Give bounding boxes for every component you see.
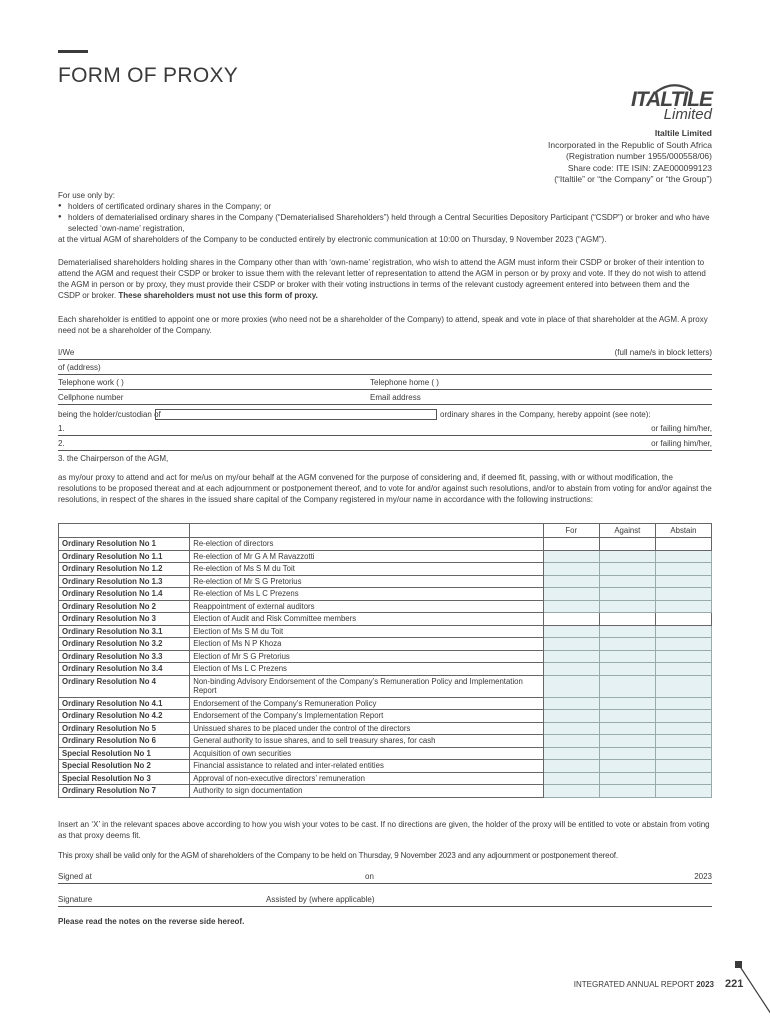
table-row: [59, 710, 712, 723]
logo-subtext: Limited: [663, 106, 712, 123]
resolution-number: Ordinary Resolution No 6: [59, 735, 190, 748]
resolution-description: Re-election of Ms L C Prezens: [190, 588, 544, 601]
for-vote-cell[interactable]: [543, 575, 599, 588]
corner-marker-icon: [735, 958, 770, 1024]
failing-text: or failing him/her,: [651, 424, 712, 433]
table-row: [59, 625, 712, 638]
resolution-description: Non-binding Advisory Endorsement of the Company’s Remuneration Policy and Implementation Report: [190, 675, 544, 697]
resolution-number: Ordinary Resolution No 4.1: [59, 697, 190, 710]
abstain-vote-cell[interactable]: [655, 563, 711, 576]
for-vote-cell[interactable]: [543, 710, 599, 723]
page-title: FORM OF PROXY: [58, 64, 239, 87]
holder-list: [58, 201, 712, 234]
table-row: [59, 747, 712, 760]
against-header: Against: [599, 524, 655, 538]
against-vote-cell[interactable]: [599, 625, 655, 638]
resolution-description: Election of Mr S G Pretorius: [190, 650, 544, 663]
against-vote-cell[interactable]: [599, 650, 655, 663]
resolution-number: Ordinary Resolution No 1: [59, 538, 190, 551]
for-vote-cell[interactable]: [543, 747, 599, 760]
table-row: [59, 538, 712, 551]
year-label: 2023: [694, 872, 712, 881]
iwe-label: I/We: [58, 348, 75, 357]
proxy-1-row: [58, 424, 712, 436]
resolution-number: Ordinary Resolution No 1.1: [59, 550, 190, 563]
abstain-vote-cell[interactable]: [655, 625, 711, 638]
abstain-vote-cell[interactable]: [655, 675, 711, 697]
for-vote-cell[interactable]: [543, 675, 599, 697]
for-vote-cell[interactable]: [543, 760, 599, 773]
resolution-description: Authority to sign documentation: [190, 785, 544, 798]
assisted-label: Assisted by (where applicable): [266, 895, 375, 904]
logo-text: ITALTILE: [630, 88, 712, 111]
for-vote-cell: [543, 538, 599, 551]
company-line: Share code: ITE ISIN: ZAE000099123: [567, 162, 712, 173]
failing-text: or failing him/her,: [651, 439, 712, 448]
against-vote-cell: [599, 538, 655, 551]
telephone-row: [58, 378, 712, 390]
address-row: [58, 363, 712, 375]
against-vote-cell: [599, 613, 655, 626]
against-vote-cell[interactable]: [599, 575, 655, 588]
proxy-3-label: 3. the Chairperson of the AGM,: [58, 454, 169, 463]
resolution-description: Unissued shares to be placed under the control of the directors: [190, 722, 544, 735]
abstain-vote-cell[interactable]: [655, 735, 711, 748]
table-row: [59, 600, 712, 613]
abstain-vote-cell[interactable]: [655, 760, 711, 773]
for-vote-cell[interactable]: [543, 650, 599, 663]
full-name-hint: (full name/s in block letters): [614, 348, 712, 357]
list-item: ● holders of certificated ordinary shares in the Company; or: [58, 201, 712, 212]
resolution-description: Financial assistance to related and inter-related entities: [190, 760, 544, 773]
resolution-description: General authority to issue shares, and to sell treasury shares, for cash: [190, 735, 544, 748]
table-row: [59, 563, 712, 576]
demat-text: Dematerialised shareholders holding shares in the Company other than with ‘own-name’ registration, who wish to attend the AGM must inform their CSDP or broker of their intention to attend the AGM and request their CSDP or broker to issue them with the relevant letter of representation to attend the AGM in person or by proxy and vote. If they do not wish to attend the AGM in person or by proxy, they must provide their CSDP or broker with their voting instructions in terms of the relevant custody agreement entered into between them and the CSDP or broker.: [58, 258, 706, 300]
signed-row: [58, 872, 712, 884]
against-vote-cell[interactable]: [599, 550, 655, 563]
demat-paragraph: [58, 257, 712, 301]
signed-at-label: Signed at: [58, 872, 92, 881]
address-label: of (address): [58, 363, 101, 372]
signature-row: [58, 895, 712, 907]
on-label: on: [365, 872, 374, 881]
table-header-cell: [190, 524, 544, 538]
abstain-vote-cell: [655, 613, 711, 626]
abstain-vote-cell[interactable]: [655, 650, 711, 663]
resolution-number: Ordinary Resolution No 4.2: [59, 710, 190, 723]
for-vote-cell[interactable]: [543, 735, 599, 748]
for-vote-cell[interactable]: [543, 663, 599, 676]
footer-year: 2023: [696, 980, 714, 989]
list-item: ● holders of dematerialised ordinary shares in the Company (“Dematerialised Shareholders”) held through a Central Securities Depository Participant (“CSDP”) or broker and who have selected ‘own-name’ registration,: [58, 212, 712, 234]
for-header: For: [543, 524, 599, 538]
abstain-vote-cell: [655, 538, 711, 551]
resolution-description: Re-election of Mr G A M Ravazzotti: [190, 550, 544, 563]
table-row: [59, 575, 712, 588]
resolution-number: Ordinary Resolution No 2: [59, 600, 190, 613]
resolution-description: Re-election of Ms S M du Toit: [190, 563, 544, 576]
for-vote-cell[interactable]: [543, 625, 599, 638]
shares-input-box[interactable]: [155, 409, 437, 420]
cellphone-label: Cellphone number: [58, 393, 124, 402]
title-dash: [58, 50, 88, 53]
against-vote-cell[interactable]: [599, 760, 655, 773]
company-name: Italtile Limited: [654, 128, 712, 138]
abstain-vote-cell[interactable]: [655, 697, 711, 710]
against-vote-cell[interactable]: [599, 588, 655, 601]
resolution-number: Ordinary Resolution No 1.2: [59, 563, 190, 576]
tel-work-label: Telephone work ( ): [58, 378, 124, 387]
resolution-number: Ordinary Resolution No 5: [59, 722, 190, 735]
for-use-text: For use only by:: [58, 191, 115, 200]
proxy-2-row: [58, 439, 712, 451]
proxy-2-label: 2.: [58, 439, 65, 448]
table-row: [59, 697, 712, 710]
company-line: Incorporated in the Republic of South Africa: [548, 139, 712, 150]
table-row: [59, 588, 712, 601]
agm-text: at the virtual AGM of shareholders of the Company to be conducted entirely by electronic communication at 10:00 on Thursday, 9 November 2023 (“AGM”).: [58, 235, 607, 244]
company-line: (“Italtile” or “the Company” or “the Group”): [554, 174, 712, 184]
contact-row: [58, 393, 712, 405]
footer-report: INTEGRATED ANNUAL REPORT: [573, 980, 694, 989]
insert-x-paragraph: Insert an ‘X’ in the relevant spaces above according to how you wish your votes to be cast. If no directions are given, the holder of the proxy will be entitled to vote or abstain from voting as that proxy deems fit.: [58, 820, 710, 840]
page-number: 221: [725, 978, 744, 990]
abstain-vote-cell[interactable]: [655, 747, 711, 760]
resolutions-table: [58, 523, 712, 798]
abstain-vote-cell[interactable]: [655, 772, 711, 785]
holder-row: [58, 410, 712, 422]
abstain-vote-cell[interactable]: [655, 600, 711, 613]
table-header-row: [59, 524, 712, 538]
resolution-description: Endorsement of the Company’s Remuneration Policy: [190, 697, 544, 710]
entitled-paragraph: Each shareholder is entitled to appoint one or more proxies (who need not be a shareholder of the Company) to attend, speak and vote in place of that shareholder at the AGM. A proxy need not be a shareholder of the Company.: [58, 315, 708, 335]
table-row: [59, 785, 712, 798]
against-vote-cell[interactable]: [599, 675, 655, 697]
abstain-header: Abstain: [655, 524, 711, 538]
against-vote-cell[interactable]: [599, 697, 655, 710]
resolution-number: Ordinary Resolution No 1.4: [59, 588, 190, 601]
resolution-description: Election of Ms S M du Toit: [190, 625, 544, 638]
resolution-number: Ordinary Resolution No 3.3: [59, 650, 190, 663]
table-row: [59, 735, 712, 748]
resolution-description: Endorsement of the Company’s Implementation Report: [190, 710, 544, 723]
name-row: [58, 348, 712, 360]
table-row: [59, 638, 712, 651]
abstain-vote-cell[interactable]: [655, 588, 711, 601]
against-vote-cell[interactable]: [599, 600, 655, 613]
against-vote-cell[interactable]: [599, 722, 655, 735]
resolution-description: Acquisition of own securities: [190, 747, 544, 760]
resolution-description: Approval of non-executive directors’ remuneration: [190, 772, 544, 785]
abstain-vote-cell[interactable]: [655, 638, 711, 651]
table-row: [59, 550, 712, 563]
email-label: Email address: [370, 393, 421, 402]
proxy-1-label: 1.: [58, 424, 65, 433]
against-vote-cell[interactable]: [599, 663, 655, 676]
demat-bold-text: These shareholders must not use this form of proxy.: [118, 291, 318, 300]
abstain-vote-cell[interactable]: [655, 550, 711, 563]
against-vote-cell[interactable]: [599, 710, 655, 723]
resolution-number: Ordinary Resolution No 4: [59, 675, 190, 697]
for-vote-cell[interactable]: [543, 722, 599, 735]
italtile-logo: [616, 88, 712, 123]
validity-paragraph: This proxy shall be valid only for the AGM of shareholders of the Company to be held on Thursday, 9 November 2023 and any adjournment or postponement thereof.: [58, 851, 618, 860]
for-vote-cell[interactable]: [543, 563, 599, 576]
resolution-description: Re-election of Mr S G Pretorius: [190, 575, 544, 588]
against-vote-cell[interactable]: [599, 735, 655, 748]
resolution-description: Election of Ms L C Prezens: [190, 663, 544, 676]
for-vote-cell: [543, 613, 599, 626]
against-vote-cell[interactable]: [599, 563, 655, 576]
for-vote-cell[interactable]: [543, 697, 599, 710]
abstain-vote-cell[interactable]: [655, 575, 711, 588]
for-vote-cell[interactable]: [543, 772, 599, 785]
table-row: [59, 760, 712, 773]
against-vote-cell[interactable]: [599, 638, 655, 651]
table-row: [59, 663, 712, 676]
abstain-vote-cell[interactable]: [655, 663, 711, 676]
resolution-number: Ordinary Resolution No 3.2: [59, 638, 190, 651]
resolution-number: Ordinary Resolution No 7: [59, 785, 190, 798]
resolution-number: Ordinary Resolution No 1.3: [59, 575, 190, 588]
against-vote-cell[interactable]: [599, 785, 655, 798]
proxy-3-row: [58, 454, 712, 466]
resolution-number: Ordinary Resolution No 3.4: [59, 663, 190, 676]
for-vote-cell[interactable]: [543, 638, 599, 651]
abstain-vote-cell[interactable]: [655, 710, 711, 723]
resolution-number: Special Resolution No 2: [59, 760, 190, 773]
resolution-description: Re-election of directors: [190, 538, 544, 551]
company-line: (Registration number 1955/000558/06): [565, 151, 712, 161]
intro-block: [58, 190, 712, 245]
company-info: [548, 128, 712, 186]
resolution-number: Special Resolution No 3: [59, 772, 190, 785]
proxy-paragraph: as my/our proxy to attend and act for me/us on my/our behalf at the AGM convened for the purpose of considering and, if deemed fit, passing, with or without modification, the resolutions to be proposed thereat and at each adjournment or postponement thereof, and to vote for and/or against such resolutions, and/or to abstain from voting for and/or against the resolutions, in respect of the shares in the issued share capital of the Company registered in my/our name in accordance with the following instructions:: [58, 473, 712, 504]
table-row: [59, 675, 712, 697]
holder-label: being the holder/custodian of: [58, 410, 161, 419]
signature-label: Signature: [58, 895, 93, 904]
for-vote-cell[interactable]: [543, 785, 599, 798]
resolution-number: Special Resolution No 1: [59, 747, 190, 760]
holder-right-text: ordinary shares in the Company, hereby appoint (see note):: [440, 410, 651, 419]
resolution-description: Election of Audit and Risk Committee members: [190, 613, 544, 626]
resolution-number: Ordinary Resolution No 3: [59, 613, 190, 626]
for-vote-cell[interactable]: [543, 550, 599, 563]
resolution-number: Ordinary Resolution No 3.1: [59, 625, 190, 638]
notes-text: Please read the notes on the reverse side hereof.: [58, 917, 245, 926]
abstain-vote-cell[interactable]: [655, 785, 711, 798]
against-vote-cell[interactable]: [599, 747, 655, 760]
resolution-description: Reappointment of external auditors: [190, 600, 544, 613]
against-vote-cell[interactable]: [599, 772, 655, 785]
footer: [574, 980, 714, 989]
table-row: [59, 613, 712, 626]
abstain-vote-cell[interactable]: [655, 722, 711, 735]
table-row: [59, 650, 712, 663]
table-row: [59, 722, 712, 735]
for-vote-cell[interactable]: [543, 600, 599, 613]
tel-home-label: Telephone home ( ): [370, 378, 439, 387]
resolution-description: Election of Ms N P Khoza: [190, 638, 544, 651]
for-vote-cell[interactable]: [543, 588, 599, 601]
table-row: [59, 772, 712, 785]
table-header-cell: [59, 524, 190, 538]
